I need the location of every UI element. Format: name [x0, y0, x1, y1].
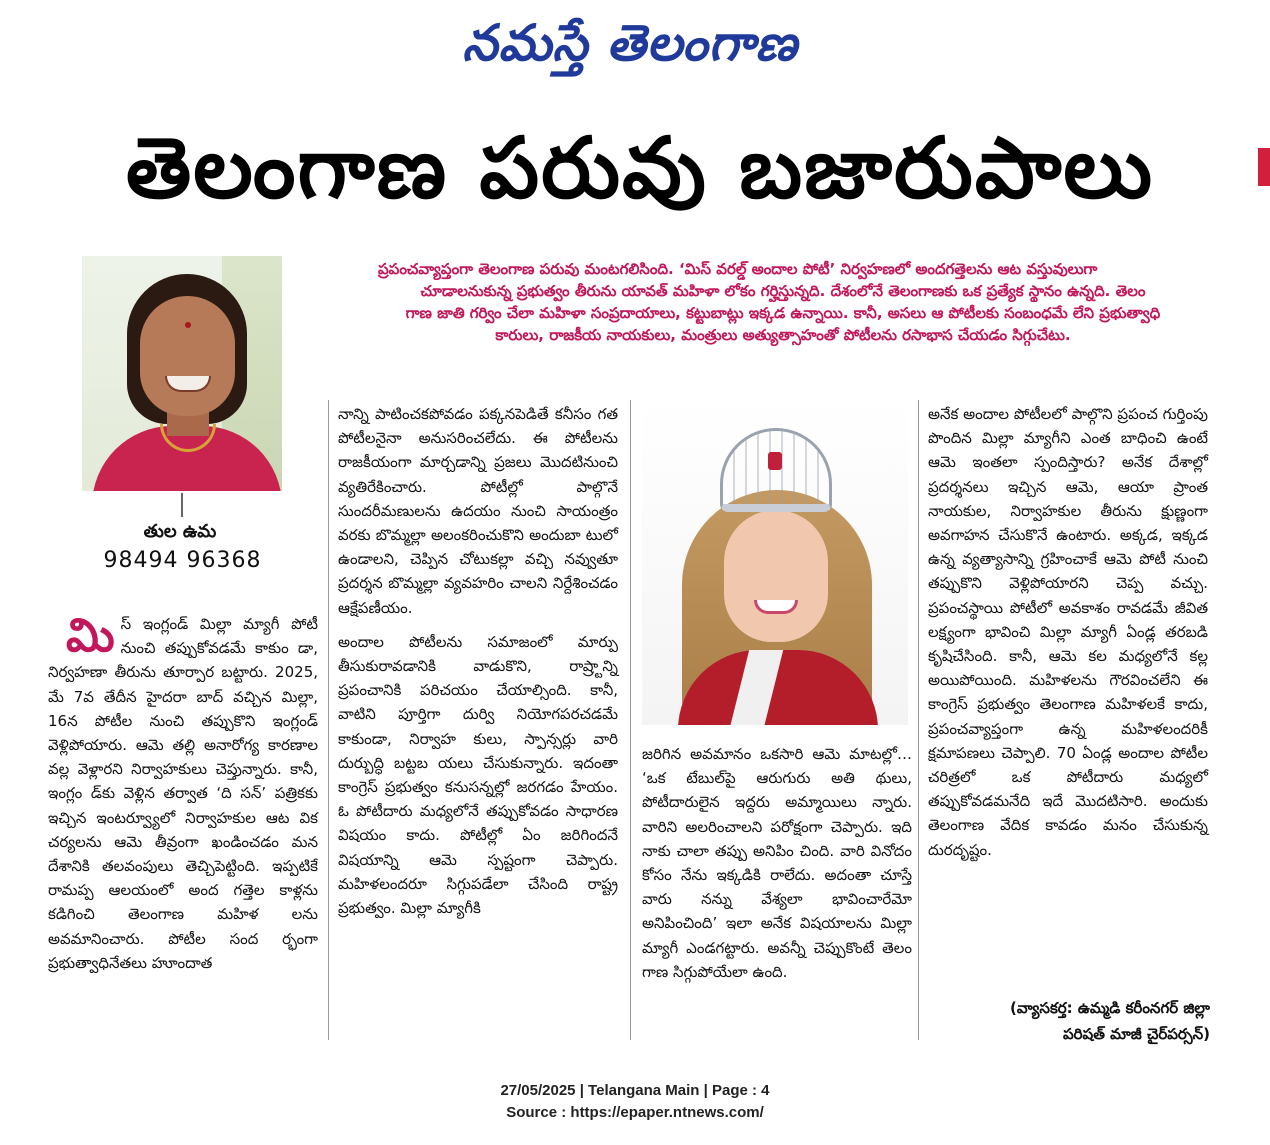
crown-icon: [720, 428, 832, 512]
paragraph: [48, 608, 318, 975]
author-name: తుల ఉమ: [143, 521, 217, 542]
author-phone: 98494 96368: [103, 548, 262, 573]
author-credit-line: (వ్యాసకర్త: ఉమ్మడి కరీంనగర్ జిల్లా: [1009, 999, 1210, 1017]
paragraph: అందాల పోటీలను సమాజంలో మార్పు తీసుకురావడానికి వాడుకొని, రాష్ర్టాన్ని ప్రపంచానికి పరిచయం చేయాల్సింది. కానీ, వాటిని పూర్తిగా దుర్వి నియోగపరచడమే కాకుండా, నిర్వాహ కులు, స్పాన్సర్లు వారి దుర్బుద్ధి బట్టబ యలు చేసుకున్నారు. ఇదంతా కాంగ్రెస్ ప్రభుత్వం కనుసన్నల్లో జరగడం హేయం. ఓ పోటీదారు మధ్యలోనే తప్పుకోవడం సాధారణ విషయం కాదు. పోటీల్లో ఏం జరిగిందనే విషయాన్ని ఆమె స్పష్టంగా చెప్పారు. మహిళలందరూ సిగ్గుపడేలా చేసింది రాష్ట్ర ప్రభుత్వం. మిల్లా మ్యాగీకి: [338, 632, 618, 918]
author-credit-line: పరిషత్ మాజీ చైర్‌పర్సన్): [1062, 1025, 1210, 1043]
footer-date-page: 27/05/2025 | Telangana Main | Page : 4: [500, 1082, 770, 1099]
photo-bindi: [185, 322, 191, 328]
article-column-4: [928, 402, 1208, 872]
article-column-2: [338, 402, 618, 930]
paragraph: నాన్ని పాటించకపోవడం పక్కనపెడితే కనీసం గత పోటీలనైనా అనుసరించలేదు. ఈ పోటీలను రాజకీయంగా మార్చడాన్ని ప్రజలు మొదటినుంచి వ్యతిరేకించారు. పోటీల్లో పాల్గొనే సుందరీమణులను ఉదయం నుంచి సాయంత్రం వరకు బొమ్మల్లా అలంకరించుకొని అందుబా టులో ఉండాలని, చెప్పిన చోటుకల్లా వచ్చి నవ్వుతూ ప్రదర్శన బొమ్మల్లా వ్యవహరిం చాలని నిర్దేశించడం ఆక్షేపణీయం.: [338, 405, 618, 617]
paragraph-text: స్ ఇంగ్లండ్ మిల్లా మ్యాగీ పోటీ నుంచి తప్పుకోవడమే కాకుం డా, నిర్వహణా తీరును తూర్పార బట్టారు. 2025, మే 7వ తేదీన హైదరా బాద్ వచ్చిన మిల్లా, 16న పోటీల నుంచి తప్పుకొని ఇంగ్లండ్ వెళ్లిపోయారు. ఆమె తల్లి అనారోగ్య కారణాల వల్ల వెళ్లారని నిర్వాహకులు చెప్తున్నారు. కానీ, ఇంగ్లం డ్‌కు వెళ్లిన తర్వాత ‘ది సన్’ పత్రికకు ఇచ్చిన ఇంటర్వ్యూలో నిర్వాహకుల ఆట విక చర్యలను ఆమె తీవ్రంగా ఖండించడం మన దేశానికి తలవంపులు తెచ్చిపెట్టింది. ఇప్పటికే రామప్ప ఆలయంలో అంద గత్తెల కాళ్లను కడిగించి తెలంగాణ మహిళ లను అవమానించారు. పోటీల సంద ర్భంగా ప్రభుత్వాధినేతలు హూందాత: [48, 615, 318, 972]
intro-blurb: [348, 258, 1218, 370]
photo-face: [724, 510, 828, 642]
intro-line: చూడాలనుకున్న ప్రభుత్వం తీరును యావత్ మహిళా లోకం గర్హిస్తున్నది. దేశంలోనే తెలంగాణకు ఒక ప్రత్యేక స్థానం ఉన్నది. తెలం: [420, 282, 1146, 300]
page-edge-marker: [1258, 148, 1270, 186]
column-rule: [630, 400, 631, 1040]
article-column-3: [642, 742, 912, 994]
crown-gem: [768, 452, 782, 470]
page-footer: [0, 1080, 1270, 1124]
headline: తెలంగాణ పరువు బజారుపాలు: [125, 119, 1155, 217]
author-photo: [82, 256, 282, 491]
paragraph: అనేక అందాల పోటీలలో పాల్గొని ప్రపంచ గుర్తింపు పొందిన మిల్లా మ్యాగీని ఎంత బాధించి ఉంటే ఆమె ఇంతలా స్పందిస్తారు? అనేక దేశాల్లో ప్రదర్శనలు ఇచ్చిన ఆమె, ఆయా ప్రాంత నాయకుల, నిర్వాహకుల తీరును క్షుణ్ణంగా అవగాహన చేసుకొనే ఉంటారు. అక్కడ, ఇక్కడ ఉన్న వ్యత్యాసాన్ని గ్రహించాకే ఆమె పోటీ నుంచి తప్పుకొని వెళ్లిపోయారని చెప్ప వచ్చు. ప్రపంచస్థాయి పోటీలో అవకాశం రావడమే జీవిత లక్ష్యంగా భావించి మిల్లా మ్యాగీ ఏండ్ల తరబడి కృషిచేసింది. కానీ, ఆమె కల మధ్యలోనే కల్ల అయిపోయింది. మహిళలను గౌరవించలేని ఈ కాంగ్రెస్ ప్రభుత్వం తెలంగాణ మహిళలకే కాదు, ప్రపంచవ్యాప్తంగా ఉన్న మహిళలందరికీ క్షమాపణలు చెప్పాలి. 70 ఏండ్ల అందాల పోటీల చరిత్రలో ఒక పోటీదారు మధ్యలో తప్పుకోవడమనేది ఇదే మొదటిసారి. అందుకు తెలంగాణ వేదిక కావడం మనం చేసుకున్న దురదృష్టం.: [928, 405, 1208, 859]
footer-source: Source : https://epaper.ntnews.com/: [506, 1104, 764, 1121]
intro-line: కారులు, రాజకీయ నాయకులు, మంత్రులు అత్యుత్సాహంతో పోటీలను రసాభాస చేయడం సిగ్గుచేటు.: [495, 326, 1071, 344]
feature-photo: [642, 400, 908, 725]
intro-line: గాణ జాతి గర్విం చేలా మహిళా సంప్రదాయాలు, కట్టుబాట్లు ఇక్కడ ఉన్నాయి. కానీ, అసలు ఆ పోటీలకు సంబంధమే లేని ప్రభుత్వాధి: [405, 304, 1161, 322]
masthead-logo: నమస్తే తెలంగాణ: [462, 13, 798, 72]
author-credit: [940, 995, 1210, 1047]
intro-line: ప్రపంచవ్యాప్తంగా తెలంగాణ పరువు మంటగలిసింది. ‘మిస్ వరల్డ్ అందాల పోటీ’ నిర్వహణలో అందగత్తెలను ఆట వస్తువులుగా: [378, 260, 1098, 278]
photo-face: [140, 296, 235, 416]
paragraph: జరిగిన అవమానం ఒకసారి ఆమె మాటల్లో… ‘ఒక టేబుల్‌పై ఆరుగురు అతి థులు, పోటీదారులైన ఇద్దరు అమ్మాయిలు న్నారు. వారిని అలరించాలని పరోక్షంగా చెప్పారు. ఇది నాకు చాలా తప్పు అనిపిం చింది. వారి వినోదం కోసం నేను ఇక్కడికి రాలేదు. అదంతా చూస్తే వారు నన్ను వేశ్యలా భావించారేమో అనిపించింది’ ఇలా అనేక విషయాలను మిల్లా మ్యాగీ ఎండగట్టారు. అవన్నీ చెప్పుకొంటే తెలం గాణ సిగ్గుపోయేలా ఉంది.: [642, 745, 912, 981]
column-rule: [918, 400, 919, 1040]
drop-cap: మి: [66, 608, 115, 662]
article-column-1: [48, 608, 318, 985]
byline-connector: [181, 493, 183, 517]
column-rule: [328, 400, 329, 1040]
